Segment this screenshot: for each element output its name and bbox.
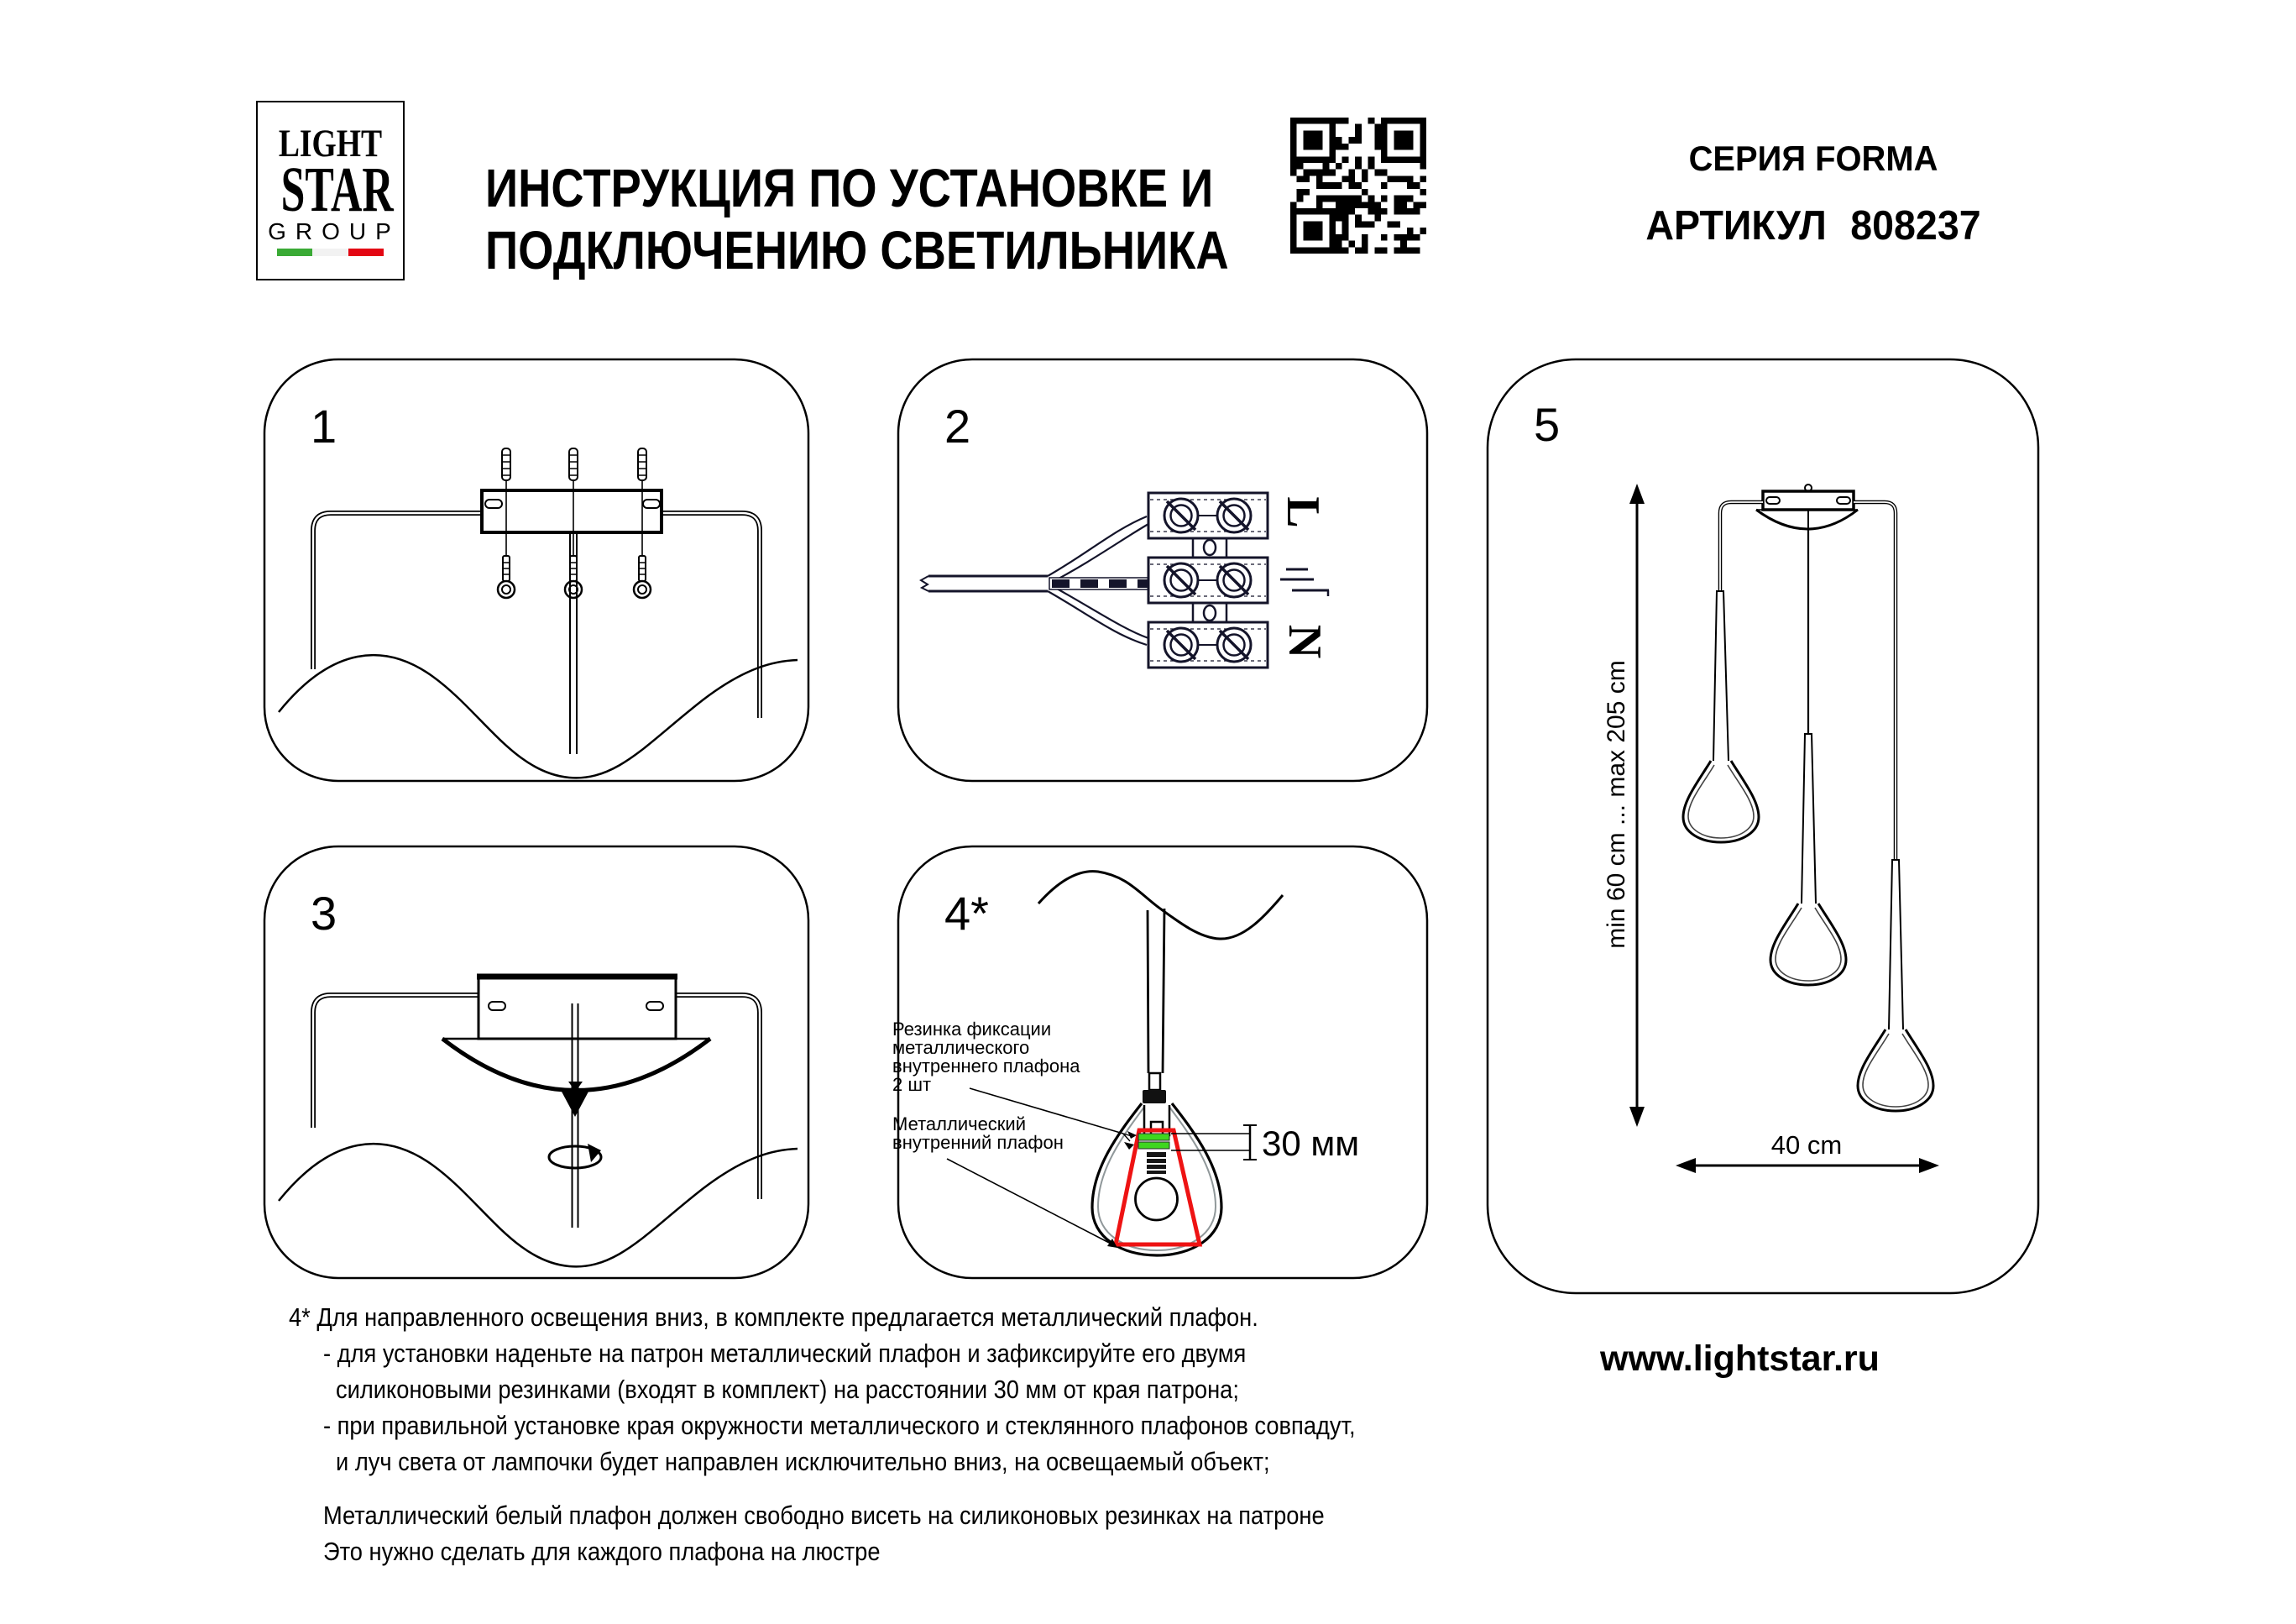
step-2-panel (898, 359, 1427, 781)
article-label: АРТИКУЛ (1645, 203, 1827, 249)
logo-light-text: LIGHT (278, 122, 383, 165)
neutral-terminal-label: N (1279, 624, 1331, 659)
step-1-number: 1 (311, 400, 337, 453)
page-title-line-1: ИНСТРУКЦИЯ ПО УСТАНОВКЕ И (485, 158, 1214, 218)
flag-green-segment (277, 249, 312, 256)
page-title-line-2: ПОДКЛЮЧЕНИЮ СВЕТИЛЬНИКА (485, 220, 1229, 280)
height-dimension-label: min 60 cm ... max 205 cm (1603, 660, 1630, 949)
step-5-number: 5 (1534, 398, 1561, 451)
footer-note-line: Металлический белый плафон должен свободно висеть на силиконовых резинках на патроне (323, 1501, 1325, 1530)
flag-white-segment (312, 249, 348, 256)
30mm-dimension-label: 30 мм (1262, 1124, 1360, 1163)
footer-note-line: и луч света от лампочки будет направлен исключительно вниз, на освещаемый объект; (336, 1447, 1270, 1476)
logo-star-text: STAR (280, 155, 394, 225)
step-3-number: 3 (311, 887, 337, 940)
footer-note-line: Это нужно сделать для каждого плафона на люстре (323, 1537, 881, 1566)
rubber-band-label: Резинка фиксации металлического внутреннего плафона 2 шт (892, 1019, 1080, 1095)
step-1-panel (264, 359, 808, 781)
footer-note-line: 4* Для направленного освещения вниз, в комплекте предлагается металлический плафон. (289, 1302, 1258, 1332)
metal-shade-label: Металлический внутренний плафон (892, 1113, 1064, 1153)
step-4-number: 4* (944, 887, 989, 940)
line-terminal-label: L (1277, 496, 1329, 528)
step-3-panel (264, 846, 808, 1278)
italian-flag-stripe (277, 249, 384, 256)
step-2-number: 2 (944, 400, 971, 453)
series-name: СЕРИЯ FORMA (1688, 139, 1938, 178)
lightstar-logo (256, 101, 405, 280)
flag-red-segment (348, 249, 384, 256)
step-5-panel (1488, 359, 2038, 1293)
footer-note-line: силиконовыми резинками (входят в комплект) на расстоянии 30 мм от края патрона; (336, 1375, 1239, 1404)
website-link[interactable]: www.lightstar.ru (1600, 1338, 1880, 1379)
footer-note-line: - при правильной установке края окружности металлического и стеклянного плафонов совпадут, (323, 1411, 1356, 1440)
logo-group-text: GROUP (268, 218, 400, 244)
product-info (1637, 139, 1990, 249)
qr-code (1290, 118, 1426, 254)
article-number: 808237 (1850, 203, 1981, 249)
width-dimension-label: 40 cm (1770, 1130, 1843, 1160)
footer-note-line: - для установки наденьте на патрон металлический плафон и зафиксируйте его двумя (323, 1338, 1247, 1368)
step-4-panel (892, 846, 1427, 1278)
